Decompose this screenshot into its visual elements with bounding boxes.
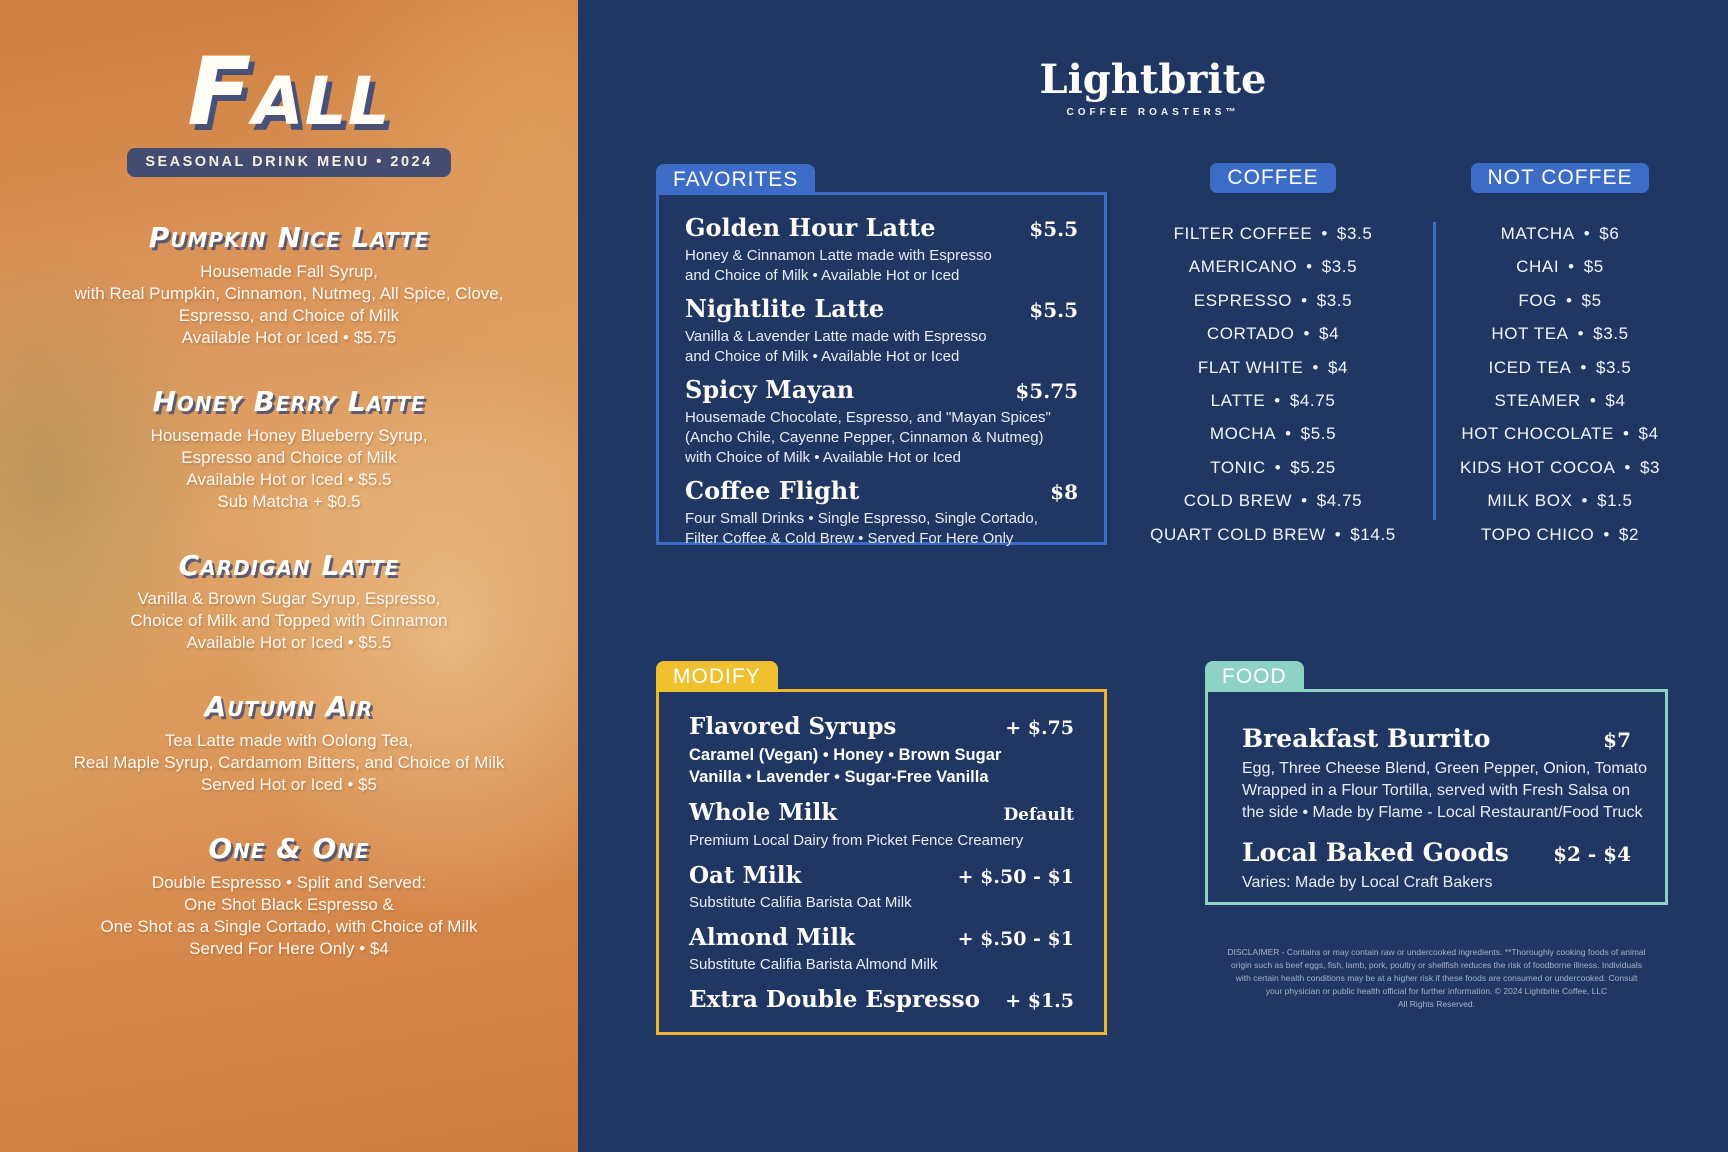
seasonal-item [130,548,448,655]
bullet-separator: • [1565,290,1573,310]
price-row [1120,217,1426,250]
modify-section [656,665,1107,1035]
menu-item-desc-line: and Choice of Milk • Available Hot or Iced [685,348,960,365]
menu-item-name: Coffee Flight [685,476,860,505]
menu-item [685,377,1078,468]
price-row [1120,284,1426,317]
menu-item [1242,840,1631,894]
drink-price: $3.5 [1321,257,1358,277]
price-row [1120,484,1426,517]
disclaimer-line: origin such as beef eggs, fish, lamb, pork, poultry or shellfish reduces the risk of foodborne illness. Individuals [1230,960,1643,970]
drink-name: COLD BREW [1183,491,1293,511]
seasonal-item-line: Espresso, and Choice of Milk [178,305,400,325]
bullet-separator: • [1301,491,1308,511]
menu-item-name: Flavored Syrups [689,713,897,740]
bullet-separator: • [1312,357,1319,377]
menu-item-name: Breakfast Burrito [1242,724,1491,753]
bullet-separator: • [1624,457,1631,477]
seasonal-item-title: Honey Berry Latte [152,384,426,418]
menu-item [685,215,1078,286]
seasonal-item-line: One Shot as a Single Cortado, with Choice of Milk [100,916,478,936]
price-row [1440,217,1680,250]
drink-price: $3.5 [1595,357,1632,377]
menu-item-desc-line: Premium Local Dairy from Picket Fence Creamery [689,832,1024,849]
menu-item [689,987,1074,1014]
drink-name: MOCHA [1209,424,1277,444]
drink-price: $4.75 [1289,391,1336,411]
drink-name: FILTER COFFEE [1173,224,1313,243]
seasonal-item-title: Autumn Air [204,690,374,724]
price-row [1120,317,1426,350]
price-row [1120,250,1426,283]
seasonal-item-line: Available Hot or Iced • $5.5 [186,633,392,653]
seasonal-item [100,834,477,960]
bullet-separator: • [1580,357,1587,377]
drink-price: $14.5 [1350,524,1396,544]
price-row [1440,451,1680,484]
seasonal-item [74,692,505,796]
menu-item-name: Almond Milk [689,924,855,951]
menu-item-price: $2 - $4 [1553,842,1631,866]
menu-item-desc-line: with Choice of Milk • Available Hot or Iced [685,449,961,466]
bullet-separator: • [1321,224,1328,243]
drink-name: KIDS HOT COCOA [1459,457,1616,477]
main-panel [578,0,1728,1152]
price-row [1440,384,1680,417]
not-coffee-section [1440,163,1680,551]
drink-name: TOPO CHICO [1480,524,1595,544]
seasonal-item-line: One Shot Black Espresso & [184,894,394,914]
disclaimer-line: your physician or public health official for further information. © 2024 Lightbrite Coffee, LLC [1265,986,1608,996]
seasonal-item-line: Real Maple Syrup, Cardamom Bitters, and Choice of Milk [73,753,505,773]
menu-item-price: + $.50 - $1 [957,928,1074,950]
menu-item-name: Nightlite Latte [685,294,885,323]
menu-item-desc-line: Wrapped in a Flour Tortilla, served with Fresh Salsa on [1242,782,1631,799]
menu-item-price: $5.75 [1015,379,1078,403]
drink-price: $4 [1638,424,1659,444]
menu-item-price: $5.5 [1029,298,1078,322]
disclaimer-line: All Rights Reserved. [1397,999,1475,1009]
menu-item [689,863,1074,913]
drink-price: $3.5 [1593,324,1629,344]
seasonal-item-line: Choice of Milk and Topped with Cinnamon [130,611,448,631]
bullet-separator: • [1568,257,1575,277]
price-row [1120,384,1426,417]
drink-price: $6 [1599,224,1620,243]
seasonal-item-line: Available Hot or Iced • $5.75 [181,327,397,347]
menu-item-desc-line: Honey & Cinnamon Latte made with Espresso [685,247,992,264]
seasonal-item [75,223,504,349]
menu-item [689,925,1074,975]
price-row [1440,250,1680,283]
menu-item-name: Golden Hour Latte [685,213,936,242]
menu-item-desc-line: Caramel (Vegan) • Honey • Brown Sugar [689,746,1002,764]
price-row [1440,284,1680,317]
drink-name: HOT CHOCOLATE [1461,424,1614,444]
menu-item [689,800,1074,851]
price-row [1120,351,1426,384]
menu-item-desc-line: Vanilla & Lavender Latte made with Espresso [685,328,987,345]
not-coffee-tab: NOT COFFEE [1471,163,1650,193]
menu-item-desc-line: Housemade Chocolate, Espresso, and "Mayan Spices" [685,409,1051,426]
drink-price: $5.5 [1300,424,1337,444]
drink-price: $5 [1581,290,1602,310]
modify-tab: MODIFY [656,661,778,692]
brand-tagline: COFFEE ROASTERS™ [1066,107,1240,118]
disclaimer [1205,946,1668,1011]
not-coffee-price-list [1440,217,1680,551]
menu-item-name: Extra Double Espresso [689,986,980,1013]
drink-name: CHAI [1516,257,1560,277]
menu-item-price: $5.5 [1029,217,1078,241]
price-row [1120,451,1426,484]
brand-name: Lightbrite [1039,56,1267,103]
drink-name: CORTADO [1206,324,1295,344]
bullet-separator: • [1581,491,1589,511]
drink-price: $1.5 [1597,491,1633,511]
seasonal-item-line: Sub Matcha + $0.5 [217,491,361,511]
menu-item-desc-line: Filter Coffee & Cold Brew • Served For Here Only [685,530,1014,547]
price-row [1440,351,1680,384]
drink-price: $4.75 [1316,491,1363,511]
bullet-separator: • [1303,324,1311,344]
brand-logo [578,56,1728,118]
drink-name: FOG [1518,290,1557,310]
menu-item-desc-line: the side • Made by Flame - Local Restaurant/Food Truck [1242,804,1643,821]
drink-price: $5 [1583,257,1604,277]
menu-item [1242,724,1647,824]
price-row [1440,484,1680,517]
drink-name: ESPRESSO [1193,290,1293,310]
menu-item-name: Spicy Mayan [685,375,855,404]
menu-item [685,478,1078,549]
menu-item-desc-line: Four Small Drinks • Single Espresso, Single Cortado, [685,510,1038,527]
price-row [1120,518,1426,551]
menu-item-desc-line: Vanilla • Lavender • Sugar-Free Vanilla [689,768,989,786]
bullet-separator: • [1301,290,1308,310]
seasonal-panel [0,0,578,1152]
drink-name: AMERICANO [1188,257,1298,277]
seasonal-menu-list [0,223,578,960]
seasonal-item [150,384,428,513]
drink-name: ICED TEA [1488,357,1572,377]
menu-item-price: + $.50 - $1 [957,866,1074,888]
favorites-tab: FAVORITES [656,164,815,195]
price-row [1440,417,1680,450]
favorites-section [656,168,1107,547]
menu-item-desc-line: Substitute Califia Barista Oat Milk [689,894,912,911]
drink-price: $5.25 [1290,457,1336,477]
seasonal-item-line: Served For Here Only • $4 [189,938,389,958]
seasonal-item-line: Available Hot or Iced • $5.5 [186,469,392,489]
seasonal-item-title: One & One [208,832,370,866]
menu-item-desc-line: Substitute Califia Barista Almond Milk [689,956,938,973]
menu-item-price: $8 [1050,480,1078,504]
bullet-separator: • [1306,257,1313,277]
food-section [1205,665,1668,905]
fall-logo: Fall [187,38,391,147]
menu-item [689,714,1074,788]
seasonal-item-title: Pumpkin Nice Latte [148,221,430,254]
coffee-tab: COFFEE [1210,163,1335,193]
seasonal-item-line: Vanilla & Brown Sugar Syrup, Espresso, [137,589,441,609]
drink-name: MILK BOX [1487,491,1573,511]
seasonal-item-line: Tea Latte made with Oolong Tea, [164,731,414,751]
food-tab: FOOD [1205,661,1304,692]
seasonal-item-line: Housemade Honey Blueberry Syrup, [150,425,428,445]
drink-price: $3 [1639,457,1661,477]
drink-name: LATTE [1210,391,1266,411]
price-row [1440,518,1680,551]
coffee-section [1120,163,1426,551]
seasonal-item-line: Double Espresso • Split and Served: [151,872,427,892]
seasonal-item-line: Served Hot or Iced • $5 [200,775,378,795]
drink-price: $3.5 [1336,224,1373,243]
seasonal-item-line: Housemade Fall Syrup, [200,261,378,281]
menu-item-name: Local Baked Goods [1242,838,1509,867]
seasonal-badge: SEASONAL DRINK MENU • 2024 [127,148,450,177]
drink-name: MATCHA [1500,224,1575,243]
menu-item-price: $7 [1603,728,1631,752]
menu-item-name: Oat Milk [689,862,802,889]
bullet-separator: • [1274,457,1282,477]
seasonal-item-line: with Real Pumpkin, Cinnamon, Nutmeg, All Spice, Clove, [74,283,504,303]
seasonal-item-line: Espresso and Choice of Milk [181,447,397,467]
drink-name: QUART COLD BREW [1150,524,1326,544]
menu-item-desc-line: and Choice of Milk • Available Hot or Iced [685,267,960,284]
disclaimer-line: with certain health conditions may be at a higher risk if these foods are consumed or undercooked. Consult [1235,973,1638,983]
drink-name: STEAMER [1494,391,1581,411]
drink-price: $4 [1327,357,1349,377]
drink-price: $3.5 [1316,290,1353,310]
menu-item-desc-line: Varies: Made by Local Craft Bakers [1242,874,1493,891]
bullet-separator: • [1577,324,1585,344]
drink-name: HOT TEA [1491,324,1569,344]
drink-price: $2 [1618,524,1640,544]
menu-item-name: Whole Milk [689,799,838,826]
menu-item-price: + $.75 [1005,717,1074,739]
drink-name: TONIC [1210,457,1266,477]
drink-price: $4 [1605,391,1626,411]
bullet-separator: • [1603,524,1610,544]
menu-item [685,296,1078,367]
bullet-separator: • [1334,524,1342,544]
bullet-separator: • [1274,391,1281,411]
bullet-separator: • [1285,424,1292,444]
menu-item-price: Default [1003,805,1074,825]
bullet-separator: • [1622,424,1630,444]
drink-name: FLAT WHITE [1197,357,1304,377]
seasonal-item-title: Cardigan Latte [178,548,400,582]
bullet-separator: • [1589,391,1597,411]
bullet-separator: • [1583,224,1591,243]
disclaimer-line: DISCLAIMER - Contains or may contain raw or undercooked ingredients. **Thoroughly cooking foods of animal [1227,947,1646,957]
menu-item-desc-line: (Ancho Chile, Cayenne Pepper, Cinnamon & Nutmeg) [685,429,1044,446]
menu-item-price: + $1.5 [1005,990,1074,1012]
price-row [1440,317,1680,350]
coffee-price-list [1120,217,1426,551]
price-row [1120,417,1426,450]
column-divider [1433,222,1436,520]
menu-item-desc-line: Egg, Three Cheese Blend, Green Pepper, Onion, Tomato [1242,760,1647,777]
drink-price: $4 [1319,324,1340,344]
